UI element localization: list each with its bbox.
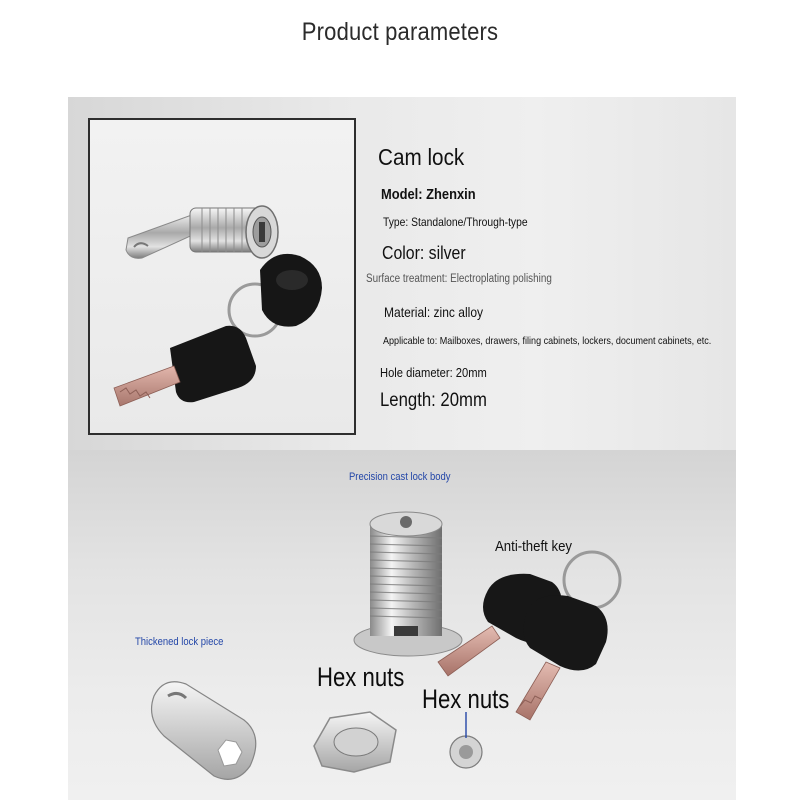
spec-model: Model: Zhenxin: [381, 186, 476, 203]
lock-piece-illustration: [152, 682, 256, 780]
spec-surface-treatment: Surface treatment: Electroplating polishing: [366, 273, 552, 285]
parts-breakdown-panel: [68, 450, 736, 800]
product-title: Cam lock: [378, 144, 465, 170]
spec-type: Type: Standalone/Through-type: [383, 215, 528, 229]
spec-material: Material: zinc alloy: [384, 304, 484, 320]
spec-hole-diameter: Hole diameter: 20mm: [380, 365, 487, 380]
page-title: Product parameters: [301, 18, 499, 46]
spec-color: Color: silver: [382, 243, 466, 263]
hex-nut-large-illustration: [314, 712, 396, 772]
parts-breakdown-photo: [68, 450, 736, 800]
callout-anti-theft-key: Anti-theft key: [495, 538, 573, 555]
spec-length: Length: 20mm: [380, 390, 487, 411]
product-photo-frame: [88, 118, 356, 435]
hex-nut-small-illustration: [450, 712, 482, 768]
callout-hex-nuts-2: Hex nuts: [422, 684, 510, 714]
lock-body-illustration: [354, 512, 462, 656]
spec-applicable-to: Applicable to: Mailboxes, drawers, filing cabinets, lockers, document cabinets, etc.: [383, 335, 712, 347]
callout-lock-piece: Thickened lock piece: [135, 636, 224, 648]
product-overview-panel: [68, 97, 736, 450]
callout-lock-body: Precision cast lock body: [349, 471, 451, 483]
callout-hex-nuts-1: Hex nuts: [317, 662, 405, 692]
cam-lock-product-photo: [90, 120, 354, 433]
